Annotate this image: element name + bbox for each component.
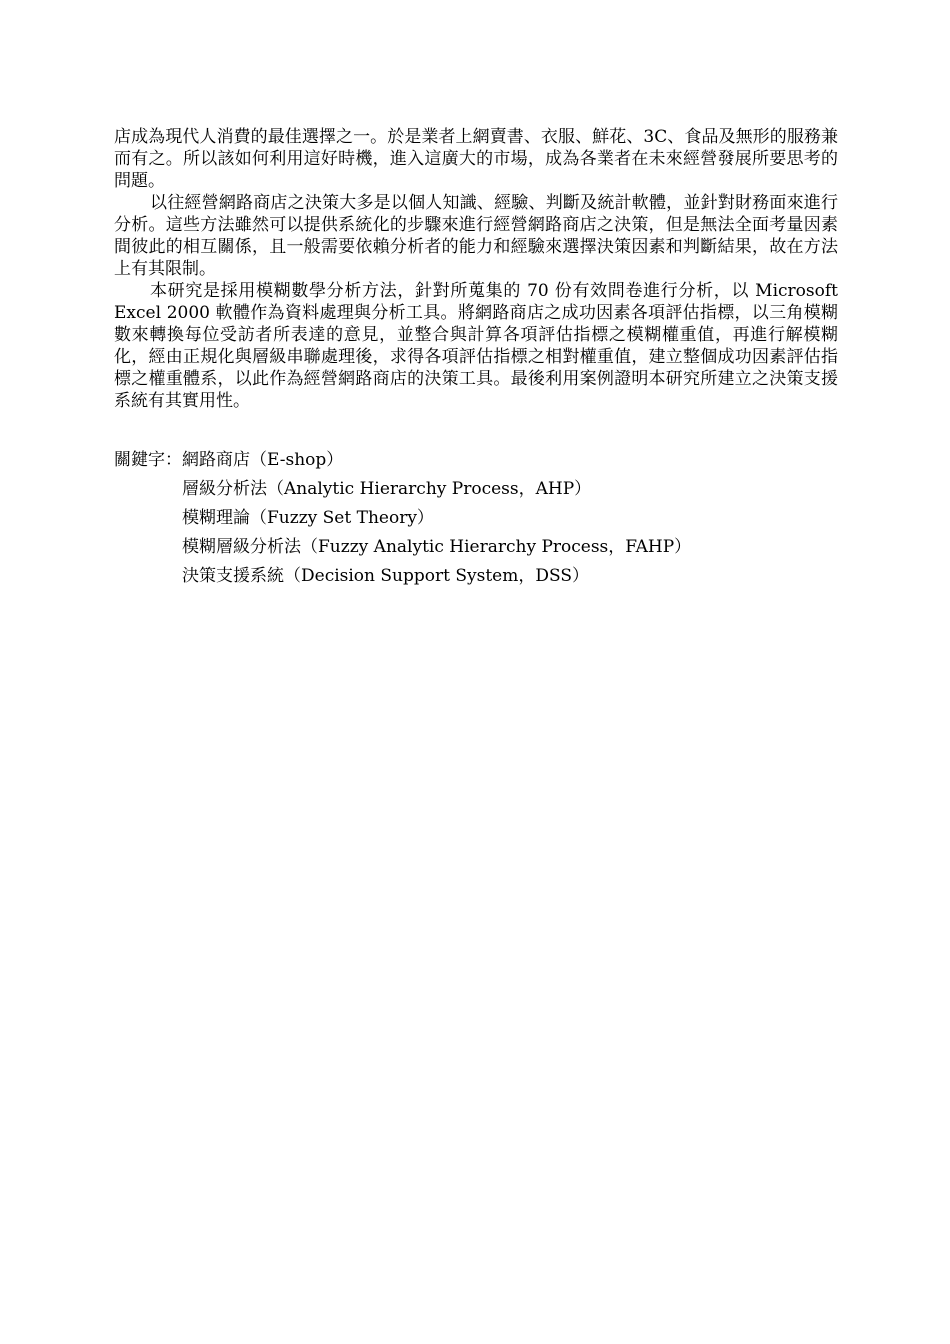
keyword-item: 模糊層級分析法（Fuzzy Analytic Hierarchy Process，FAHP） — [182, 537, 692, 557]
keyword-item: 層級分析法（Analytic Hierarchy Process，AHP） — [182, 479, 592, 499]
abstract-body — [114, 126, 838, 412]
keyword-line — [114, 478, 838, 507]
paragraph-research-method: 本研究是採用模糊數學分析方法，針對所蒐集的 70 份有效問卷進行分析，以 Microsoft Excel 2000 軟體作為資料處理與分析工具。將網路商店之成功因素各項評估指標，以三角模糊數來轉換每位受訪者所表達的意見，並整合與計算各項評估指標之模糊權重值，再進行解模糊化，經由正規化與層級串聯處理後，求得各項評估指標之相對權重值，建立整個成功因素評估指標之權重體系，以此作為經營網路商店的決策工具。最後利用案例證明本研究所建立之決策支援系統有其實用性。 — [114, 281, 838, 411]
keyword-item: 模糊理論（Fuzzy Set Theory） — [182, 508, 434, 528]
paragraph-previous-methods: 以往經營網路商店之決策大多是以個人知識、經驗、判斷及統計軟體，並針對財務面來進行分析。這些方法雖然可以提供系統化的步驟來進行經營網路商店之決策，但是無法全面考量因素間彼此的相互關係，且一般需要依賴分析者的能力和經驗來選擇決策因素和判斷結果，故在方法上有其限制。 — [114, 193, 838, 279]
keywords-label: 關鍵字： — [114, 450, 182, 470]
paragraph-intro-continuation: 店成為現代人消費的最佳選擇之一。於是業者上網賣書、衣服、鮮花、3C、食品及無形的服務兼而有之。所以該如何利用這好時機，進入這廣大的市場，成為各業者在未來經營發展所要思考的問題。 — [114, 127, 838, 191]
keyword-line — [114, 507, 838, 536]
keyword-item: 決策支援系統（Decision Support System，DSS） — [182, 566, 589, 586]
keyword-line — [114, 565, 838, 594]
keyword-item: 網路商店（E-shop） — [182, 450, 344, 470]
keywords-section — [114, 449, 838, 594]
keyword-line — [114, 536, 838, 565]
keyword-line-first — [114, 449, 838, 478]
